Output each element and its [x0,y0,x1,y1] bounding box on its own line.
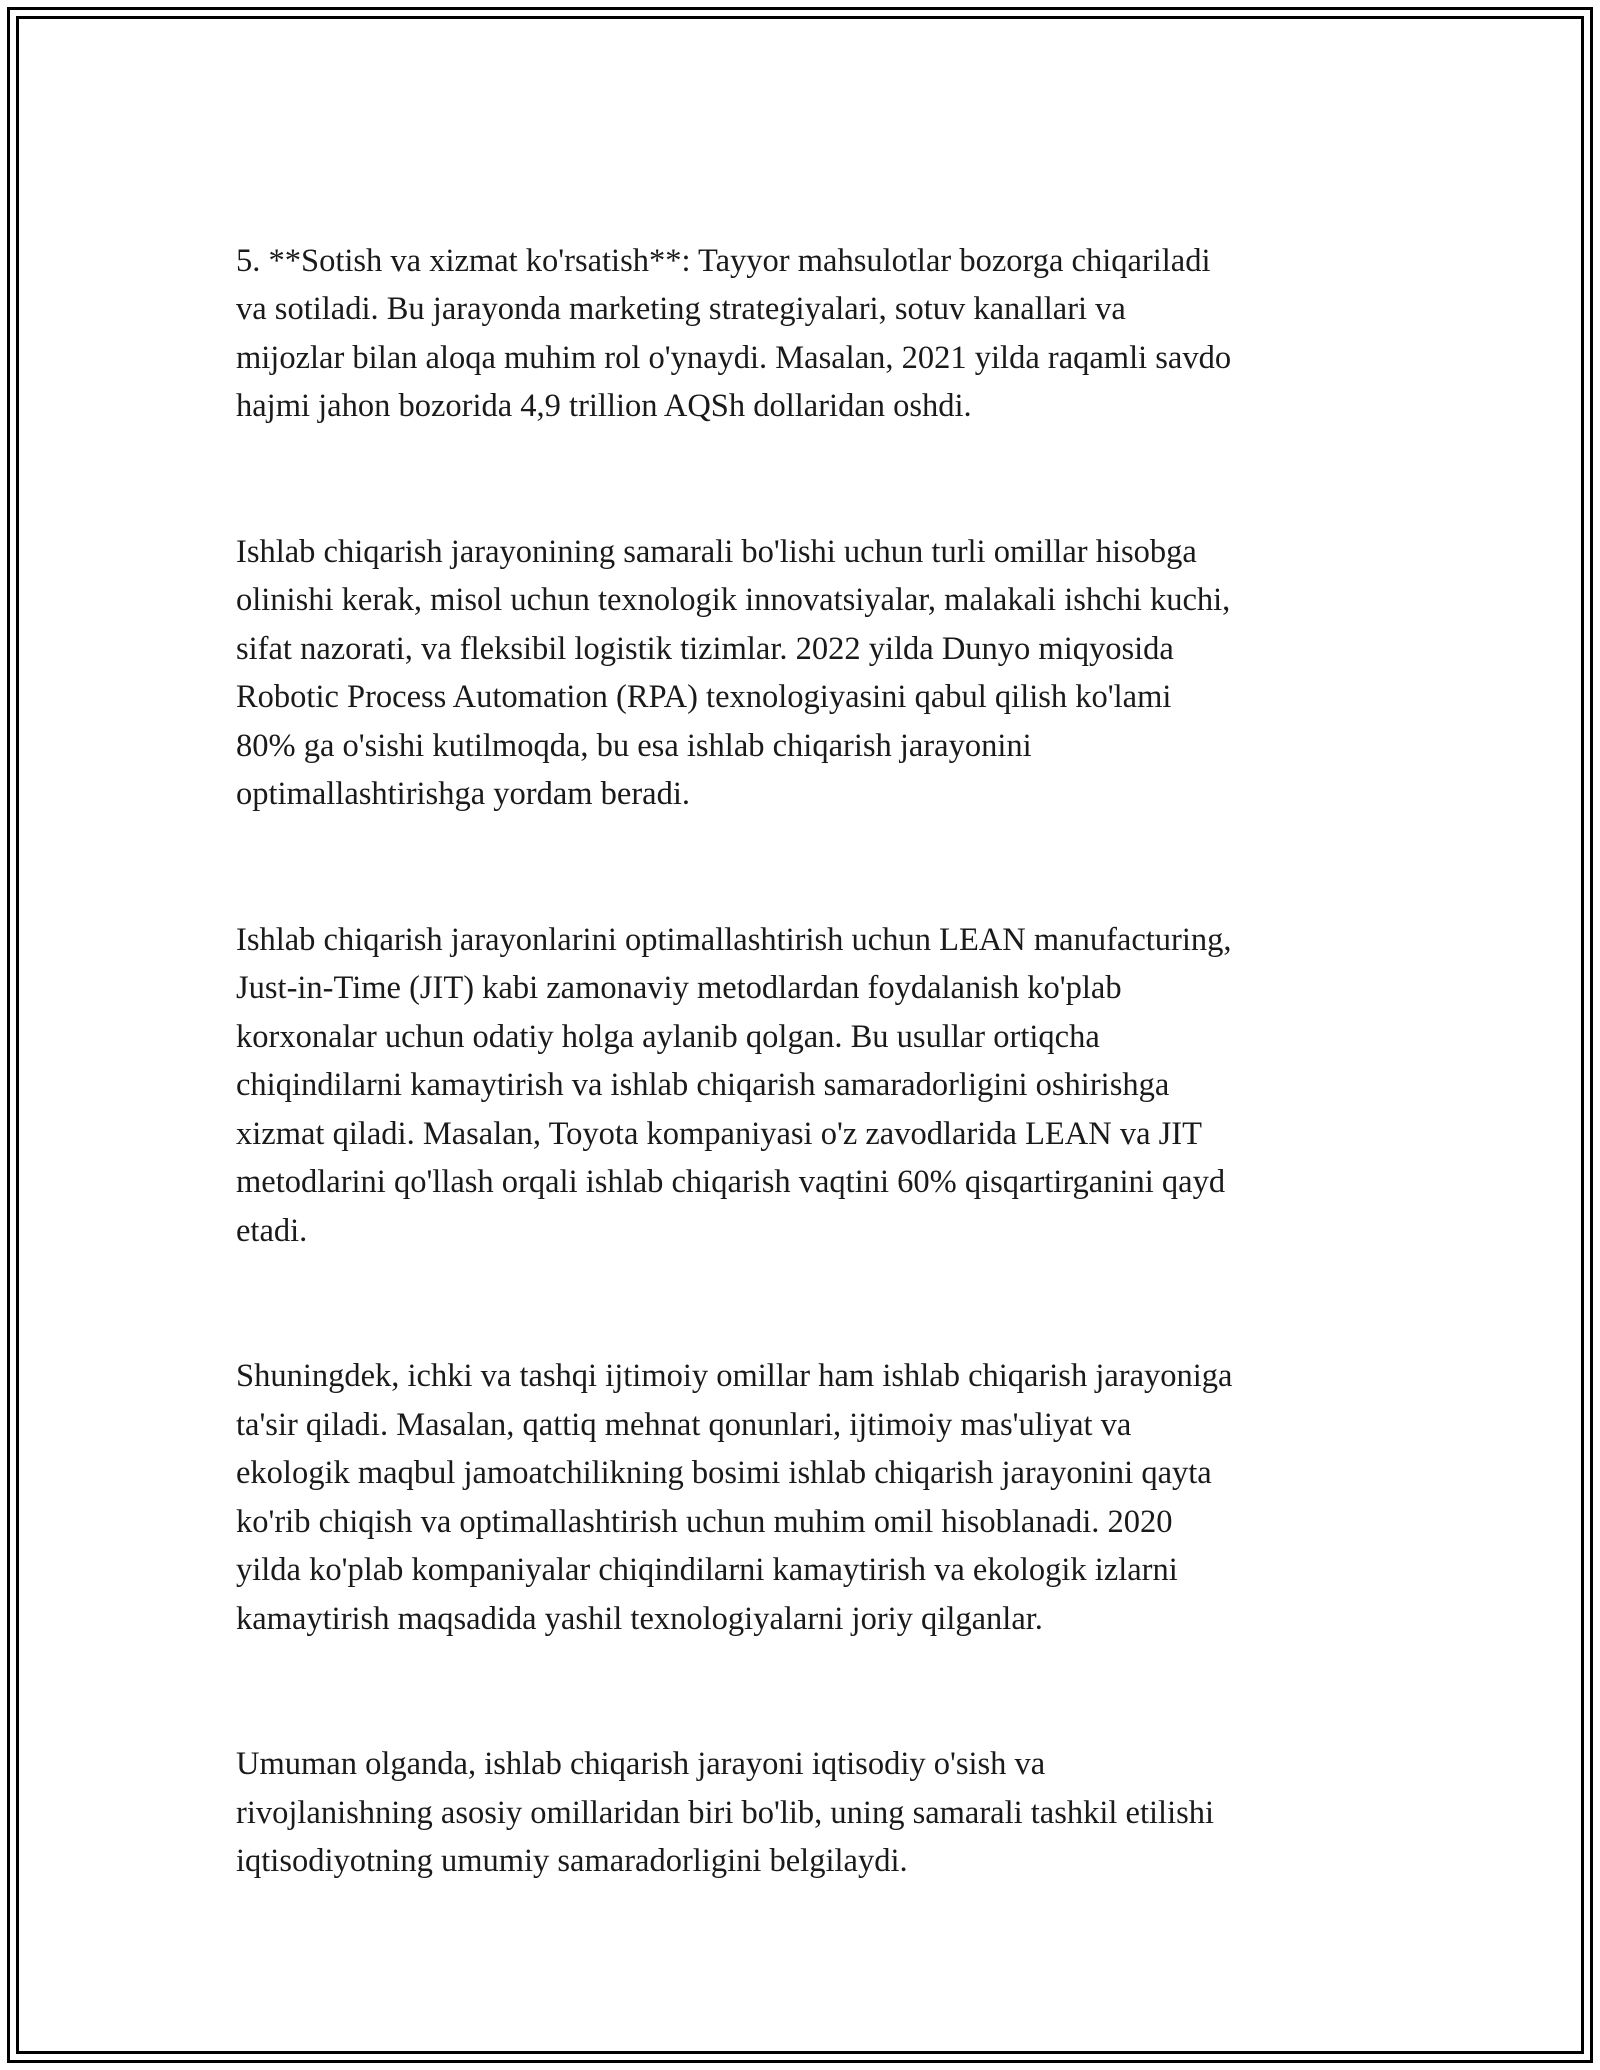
paragraph-conclusion: Umuman olganda, ishlab chiqarish jarayoni iqtisodiy o'sish va rivojlanishning asosiy omillaridan biri bo'lib, uning samarali tashkil etilishi iqtisodiyotning umumiy samaradorligini belgilaydi. [236,1746,1215,1879]
paragraph-lean-jit: Ishlab chiqarish jarayonlarini optimallashtirish uchun LEAN manufacturing, Just-in-Time (JIT) kabi zamonaviy metodlardan foydalanish ko'plab korxonalar uchun odatiy holga aylanib qolgan. Bu usullar ortiqcha chiqindilarni kamaytirish va ishlab chiqarish samaradorligini oshirishga xizmat qiladi. Masalan, Toyota kompaniyasi o'z zavodlarida LEAN va JIT metodlarini qo'llash orqali ishlab chiqarish vaqtini 60% qisqartirganini qayd etadi. [236,921,1232,1249]
paragraph-sales-and-service: 5. **Sotish va xizmat ko'rsatish**: Tayyor mahsulotlar bozorga chiqariladi va sotiladi. Bu jarayonda marketing strategiyalari, sotuv kanallari va mijozlar bilan aloqa muhim rol o'ynaydi. Masalan, 2021 yilda raqamli savdo hajmi jahon bozorida 4,9 trillion AQSh dollaridan oshdi. [236,242,1232,424]
paragraph-social-factors: Shuningdek, ichki va tashqi ijtimoiy omillar ham ishlab chiqarish jarayoniga ta'sir qiladi. Masalan, qattiq mehnat qonunlari, ijtimoiy mas'uliyat va ekologik maqbul jamoatchilikning bosimi ishlab chiqarish jarayonini qayta ko'rib chiqish va optimallashtirish uchun muhim omil hisoblanadi. 2020 yilda ko'plab kompaniyalar chiqindilarni kamaytirish va ekologik izlarni kamaytirish maqsadida yashil texnologiyalarni joriy qilganlar. [236,1358,1233,1637]
document-body [236,188,1386,1983]
paragraph-efficiency-factors: Ishlab chiqarish jarayonining samarali bo'lishi uchun turli omillar hisobga olinishi kerak, misol uchun texnologik innovatsiyalar, malakali ishchi kuchi, sifat nazorati, va fleksibil logistik tizimlar. 2022 yilda Dunyo miqyosida Robotic Process Automation (RPA) texnologiyasini qabul qilish ko'lami 80% ga o'sishi kutilmoqda, bu esa ishlab chiqarish jarayonini optimallashtirishga yordam beradi. [236,533,1231,812]
